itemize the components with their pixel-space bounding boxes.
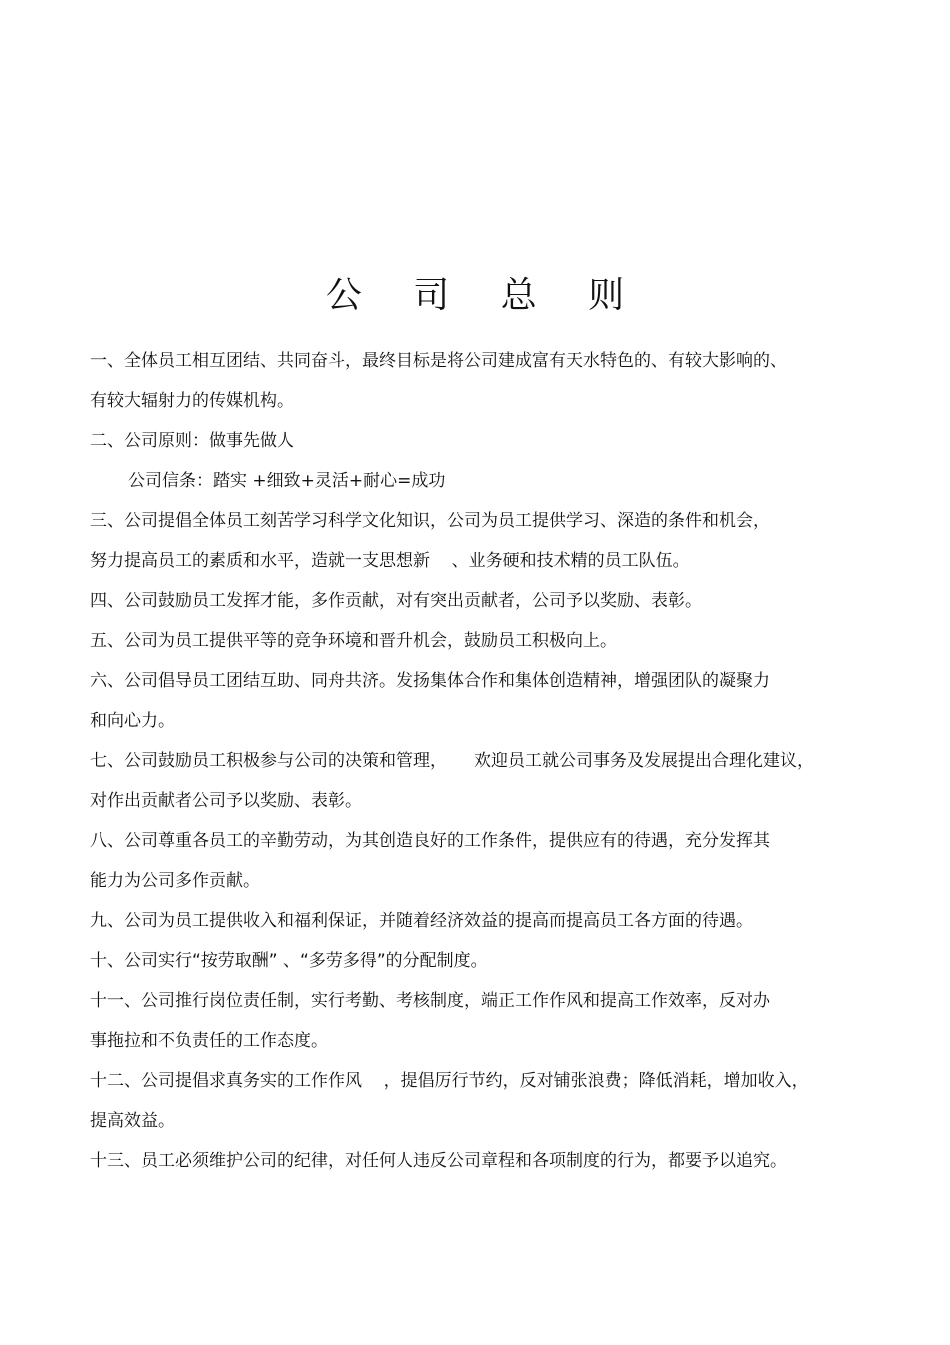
paragraph-line: 三、公司提倡全体员工刻苦学习科学文化知识，公司为员工提供学习、深造的条件和机会， [90, 511, 770, 531]
paragraph-line: 一、全体员工相互团结、共同奋斗，最终目标是将公司建成富有天水特色的、有较大影响的、 [90, 351, 787, 371]
paragraph-line: 和向心力。 [90, 711, 175, 731]
paragraph-line: 十一、公司推行岗位责任制，实行考勤、考核制度，端正工作作风和提高工作效率，反对办 [90, 991, 770, 1011]
paragraph-line: 努力提高员工的素质和水平，造就一支思想新 、业务硬和技术精的员工队伍。 [90, 551, 690, 571]
paragraph-line: 八、公司尊重各员工的辛勤劳动，为其创造良好的工作条件，提供应有的待遇，充分发挥其 [90, 831, 770, 851]
document-body [90, 347, 850, 1187]
paragraph-line: 能力为公司多作贡献。 [90, 871, 260, 891]
paragraph-line: 对作出贡献者公司予以奖励、表彰。 [90, 791, 362, 811]
paragraph-line: 提高效益。 [90, 1111, 175, 1131]
document-title: 公 司 总 则 [325, 275, 645, 317]
paragraph-line: 十二、公司提倡求真务实的工作作风 ，提倡厉行节约，反对铺张浪费；降低消耗，增加收入， [90, 1071, 809, 1091]
paragraph-line: 公司信条：踏实 +细致+灵活+耐心=成功 [128, 471, 446, 491]
paragraph-line: 有较大辐射力的传媒机构。 [90, 391, 294, 411]
paragraph-line: 七、公司鼓励员工积极参与公司的决策和管理， 欢迎员工就公司事务及发展提出合理化建议， [90, 751, 815, 771]
paragraph-line: 二、公司原则：做事先做人 [90, 431, 294, 451]
paragraph-line: 十、公司实行“按劳取酬” 、“多劳多得”的分配制度。 [90, 951, 488, 971]
paragraph-line: 五、公司为员工提供平等的竞争环境和晋升机会，鼓励员工积极向上。 [90, 631, 617, 651]
paragraph-line: 十三、员工必须维护公司的纪律，对任何人违反公司章程和各项制度的行为，都要予以追究。 [90, 1151, 787, 1171]
paragraph-line: 六、公司倡导员工团结互助、同舟共济。发扬集体合作和集体创造精神，增强团队的凝聚力 [90, 671, 770, 691]
paragraph-line: 事拖拉和不负责任的工作态度。 [90, 1031, 328, 1051]
paragraph-line: 九、公司为员工提供收入和福利保证，并随着经济效益的提高而提高员工各方面的待遇。 [90, 911, 753, 931]
paragraph-line: 四、公司鼓励员工发挥才能，多作贡献，对有突出贡献者，公司予以奖励、表彰。 [90, 591, 702, 611]
